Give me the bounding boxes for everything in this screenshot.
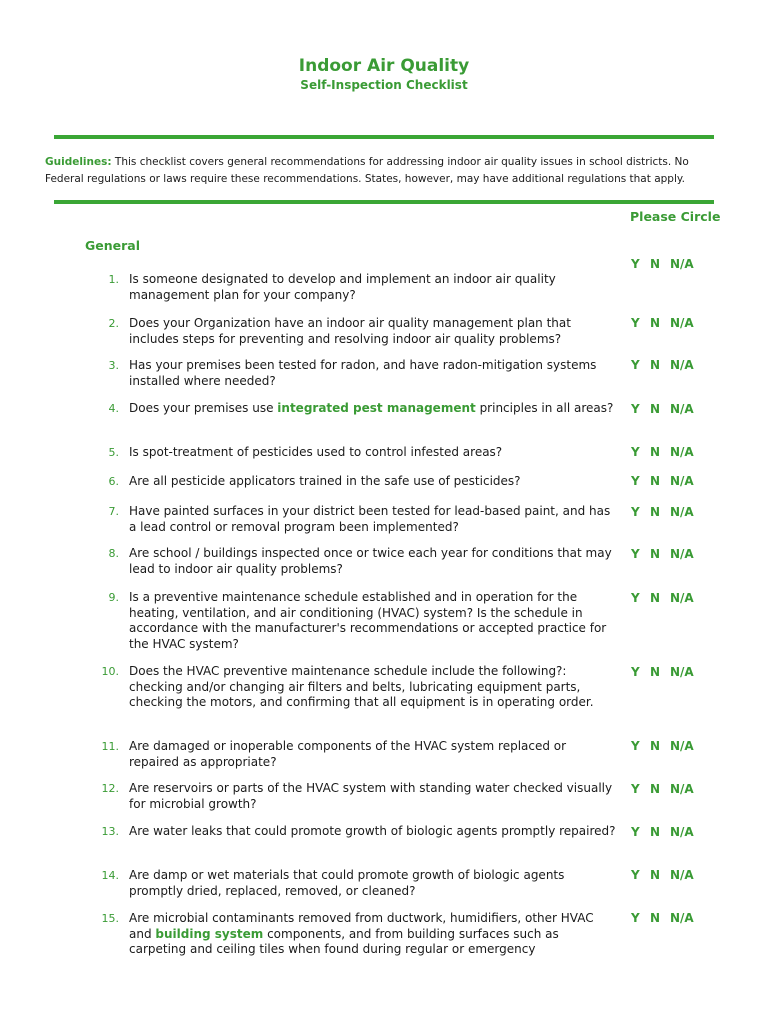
answer-options bbox=[631, 782, 694, 796]
item-question bbox=[129, 445, 619, 461]
answer-options bbox=[631, 505, 694, 519]
answer-yes[interactable]: Y bbox=[631, 911, 640, 925]
top-divider bbox=[54, 135, 714, 139]
question-text: components, and from building surfaces such as carpeting and ceiling tiles when found during regular or emergency bbox=[129, 926, 559, 956]
answer-options bbox=[631, 257, 694, 271]
answer-na[interactable]: N/A bbox=[670, 825, 694, 839]
question-text: Are damp or wet materials that could promote growth of biologic agents promptly dried, replaced, removed, or cleaned? bbox=[129, 868, 565, 898]
item-number: 10. bbox=[101, 665, 119, 678]
answer-options bbox=[631, 868, 694, 882]
answer-yes[interactable]: Y bbox=[631, 402, 640, 416]
answer-na[interactable]: N/A bbox=[670, 505, 694, 519]
question-text: Are reservoirs or parts of the HVAC system with standing water checked visually for microbial growth? bbox=[129, 781, 613, 811]
question-text: Is spot-treatment of pesticides used to control infested areas? bbox=[129, 445, 503, 459]
answer-na[interactable]: N/A bbox=[670, 591, 694, 605]
item-question bbox=[129, 824, 619, 840]
answer-options bbox=[631, 739, 694, 753]
page-title: Indoor Air Quality bbox=[298, 56, 470, 76]
answer-na[interactable]: N/A bbox=[670, 358, 694, 372]
item-number: 12. bbox=[101, 782, 119, 795]
question-text: Are damaged or inoperable components of the HVAC system replaced or repaired as appropriate? bbox=[129, 739, 567, 769]
answer-yes[interactable]: Y bbox=[631, 739, 640, 753]
answer-na[interactable]: N/A bbox=[670, 547, 694, 561]
answer-no[interactable]: N bbox=[650, 547, 661, 561]
item-number: 8. bbox=[108, 547, 119, 560]
answer-na[interactable]: N/A bbox=[670, 665, 694, 679]
answer-no[interactable]: N bbox=[650, 825, 661, 839]
item-number: 5. bbox=[108, 446, 119, 459]
answer-no[interactable]: N bbox=[650, 911, 661, 925]
answer-yes[interactable]: Y bbox=[631, 665, 640, 679]
answer-options bbox=[631, 402, 694, 416]
answer-yes[interactable]: Y bbox=[631, 505, 640, 519]
answer-na[interactable]: N/A bbox=[670, 868, 694, 882]
answer-na[interactable]: N/A bbox=[670, 782, 694, 796]
answer-options bbox=[631, 547, 694, 561]
item-question bbox=[129, 401, 619, 417]
please-circle-heading: Please Circle bbox=[630, 209, 721, 224]
answer-na[interactable]: N/A bbox=[670, 911, 694, 925]
item-question bbox=[129, 358, 619, 389]
item-question bbox=[129, 590, 619, 652]
question-text: Are microbial contaminants removed from ductwork, humidifiers, other HVAC and bbox=[129, 911, 594, 941]
answer-options bbox=[631, 591, 694, 605]
answer-no[interactable]: N bbox=[650, 868, 661, 882]
item-number: 6. bbox=[108, 475, 119, 488]
item-question bbox=[129, 664, 619, 711]
item-number: 7. bbox=[108, 505, 119, 518]
answer-no[interactable]: N bbox=[650, 591, 661, 605]
guidelines-label: Guidelines: bbox=[45, 156, 112, 168]
item-question bbox=[129, 911, 619, 958]
item-number: 11. bbox=[101, 740, 119, 753]
answer-no[interactable]: N bbox=[650, 316, 661, 330]
item-question bbox=[129, 474, 619, 490]
item-number: 9. bbox=[108, 591, 119, 604]
answer-yes[interactable]: Y bbox=[631, 591, 640, 605]
answer-yes[interactable]: Y bbox=[631, 868, 640, 882]
answer-yes[interactable]: Y bbox=[631, 547, 640, 561]
answer-no[interactable]: N bbox=[650, 739, 661, 753]
item-question bbox=[129, 316, 619, 347]
answer-options bbox=[631, 825, 694, 839]
item-number: 4. bbox=[108, 402, 119, 415]
item-question bbox=[129, 546, 619, 577]
question-text: Is someone designated to develop and implement an indoor air quality management plan for your company? bbox=[129, 272, 556, 302]
item-number: 2. bbox=[108, 317, 119, 330]
item-question bbox=[129, 781, 619, 812]
item-number: 13. bbox=[101, 825, 119, 838]
answer-no[interactable]: N bbox=[650, 445, 661, 459]
item-question bbox=[129, 739, 619, 770]
question-text: Does your premises use bbox=[129, 401, 278, 415]
answer-options bbox=[631, 316, 694, 330]
answer-na[interactable]: N/A bbox=[670, 316, 694, 330]
item-number: 3. bbox=[108, 359, 119, 372]
question-text: Are all pesticide applicators trained in the safe use of pesticides? bbox=[129, 474, 521, 488]
question-text: Are water leaks that could promote growth of biologic agents promptly repaired? bbox=[129, 824, 616, 838]
question-text: Have painted surfaces in your district been tested for lead-based paint, and has a lead control or removal program been implemented? bbox=[129, 504, 611, 534]
answer-na[interactable]: N/A bbox=[670, 739, 694, 753]
question-text: Are school / buildings inspected once or twice each year for conditions that may lead to indoor air quality problems? bbox=[129, 546, 612, 576]
answer-no[interactable]: N bbox=[650, 665, 661, 679]
question-text: Does the HVAC preventive maintenance schedule include the following?: checking and/or changing air filters and belts, lubricating equipment parts, checking the motors, and confirming that all equipment is in operating order. bbox=[129, 664, 594, 709]
question-text: principles in all areas? bbox=[475, 401, 614, 415]
answer-yes[interactable]: Y bbox=[631, 825, 640, 839]
bottom-divider bbox=[54, 200, 714, 204]
answer-yes[interactable]: Y bbox=[631, 257, 640, 271]
guidelines bbox=[45, 154, 725, 188]
answer-na[interactable]: N/A bbox=[670, 402, 694, 416]
item-number: 1. bbox=[108, 273, 119, 286]
answer-na[interactable]: N/A bbox=[670, 445, 694, 459]
answer-options bbox=[631, 445, 694, 459]
answer-yes[interactable]: Y bbox=[631, 445, 640, 459]
question-text: Does your Organization have an indoor air quality management plan that includes steps for preventing and resolving indoor air quality problems? bbox=[129, 316, 571, 346]
question-text: Has your premises been tested for radon, and have radon-mitigation systems installed where needed? bbox=[129, 358, 597, 388]
answer-no[interactable]: N bbox=[650, 782, 661, 796]
item-number: 15. bbox=[101, 912, 119, 925]
item-question bbox=[129, 272, 619, 303]
item-question bbox=[129, 868, 619, 899]
answer-options bbox=[631, 474, 694, 488]
item-number: 14. bbox=[101, 869, 119, 882]
answer-options bbox=[631, 665, 694, 679]
answer-no[interactable]: N bbox=[650, 505, 661, 519]
answer-yes[interactable]: Y bbox=[631, 474, 640, 488]
answer-no[interactable]: N bbox=[650, 358, 661, 372]
answer-no[interactable]: N bbox=[650, 257, 661, 271]
answer-yes[interactable]: Y bbox=[631, 316, 640, 330]
answer-na[interactable]: N/A bbox=[670, 257, 694, 271]
answer-options bbox=[631, 911, 694, 925]
answer-no[interactable]: N bbox=[650, 402, 661, 416]
highlighted-term: building system bbox=[155, 926, 264, 941]
section-title: General bbox=[85, 238, 140, 253]
answer-yes[interactable]: Y bbox=[631, 358, 640, 372]
question-text: Is a preventive maintenance schedule established and in operation for the heating, ventilation, and air conditioning (HVAC) system? Is the schedule in accordance with the manufacturer's recommendations or accepted practice for the HVAC system? bbox=[129, 590, 607, 651]
answer-yes[interactable]: Y bbox=[631, 782, 640, 796]
guidelines-text: This checklist covers general recommendations for addressing indoor air quality issues in school districts. No Federal regulations or laws require these recommendations. States, however, may have additional regulations that apply. bbox=[45, 156, 689, 185]
answer-options bbox=[631, 358, 694, 372]
highlighted-term: integrated pest management bbox=[277, 401, 476, 415]
page-subtitle: Self-Inspection Checklist bbox=[300, 78, 468, 92]
answer-no[interactable]: N bbox=[650, 474, 661, 488]
answer-na[interactable]: N/A bbox=[670, 474, 694, 488]
item-question bbox=[129, 504, 619, 535]
